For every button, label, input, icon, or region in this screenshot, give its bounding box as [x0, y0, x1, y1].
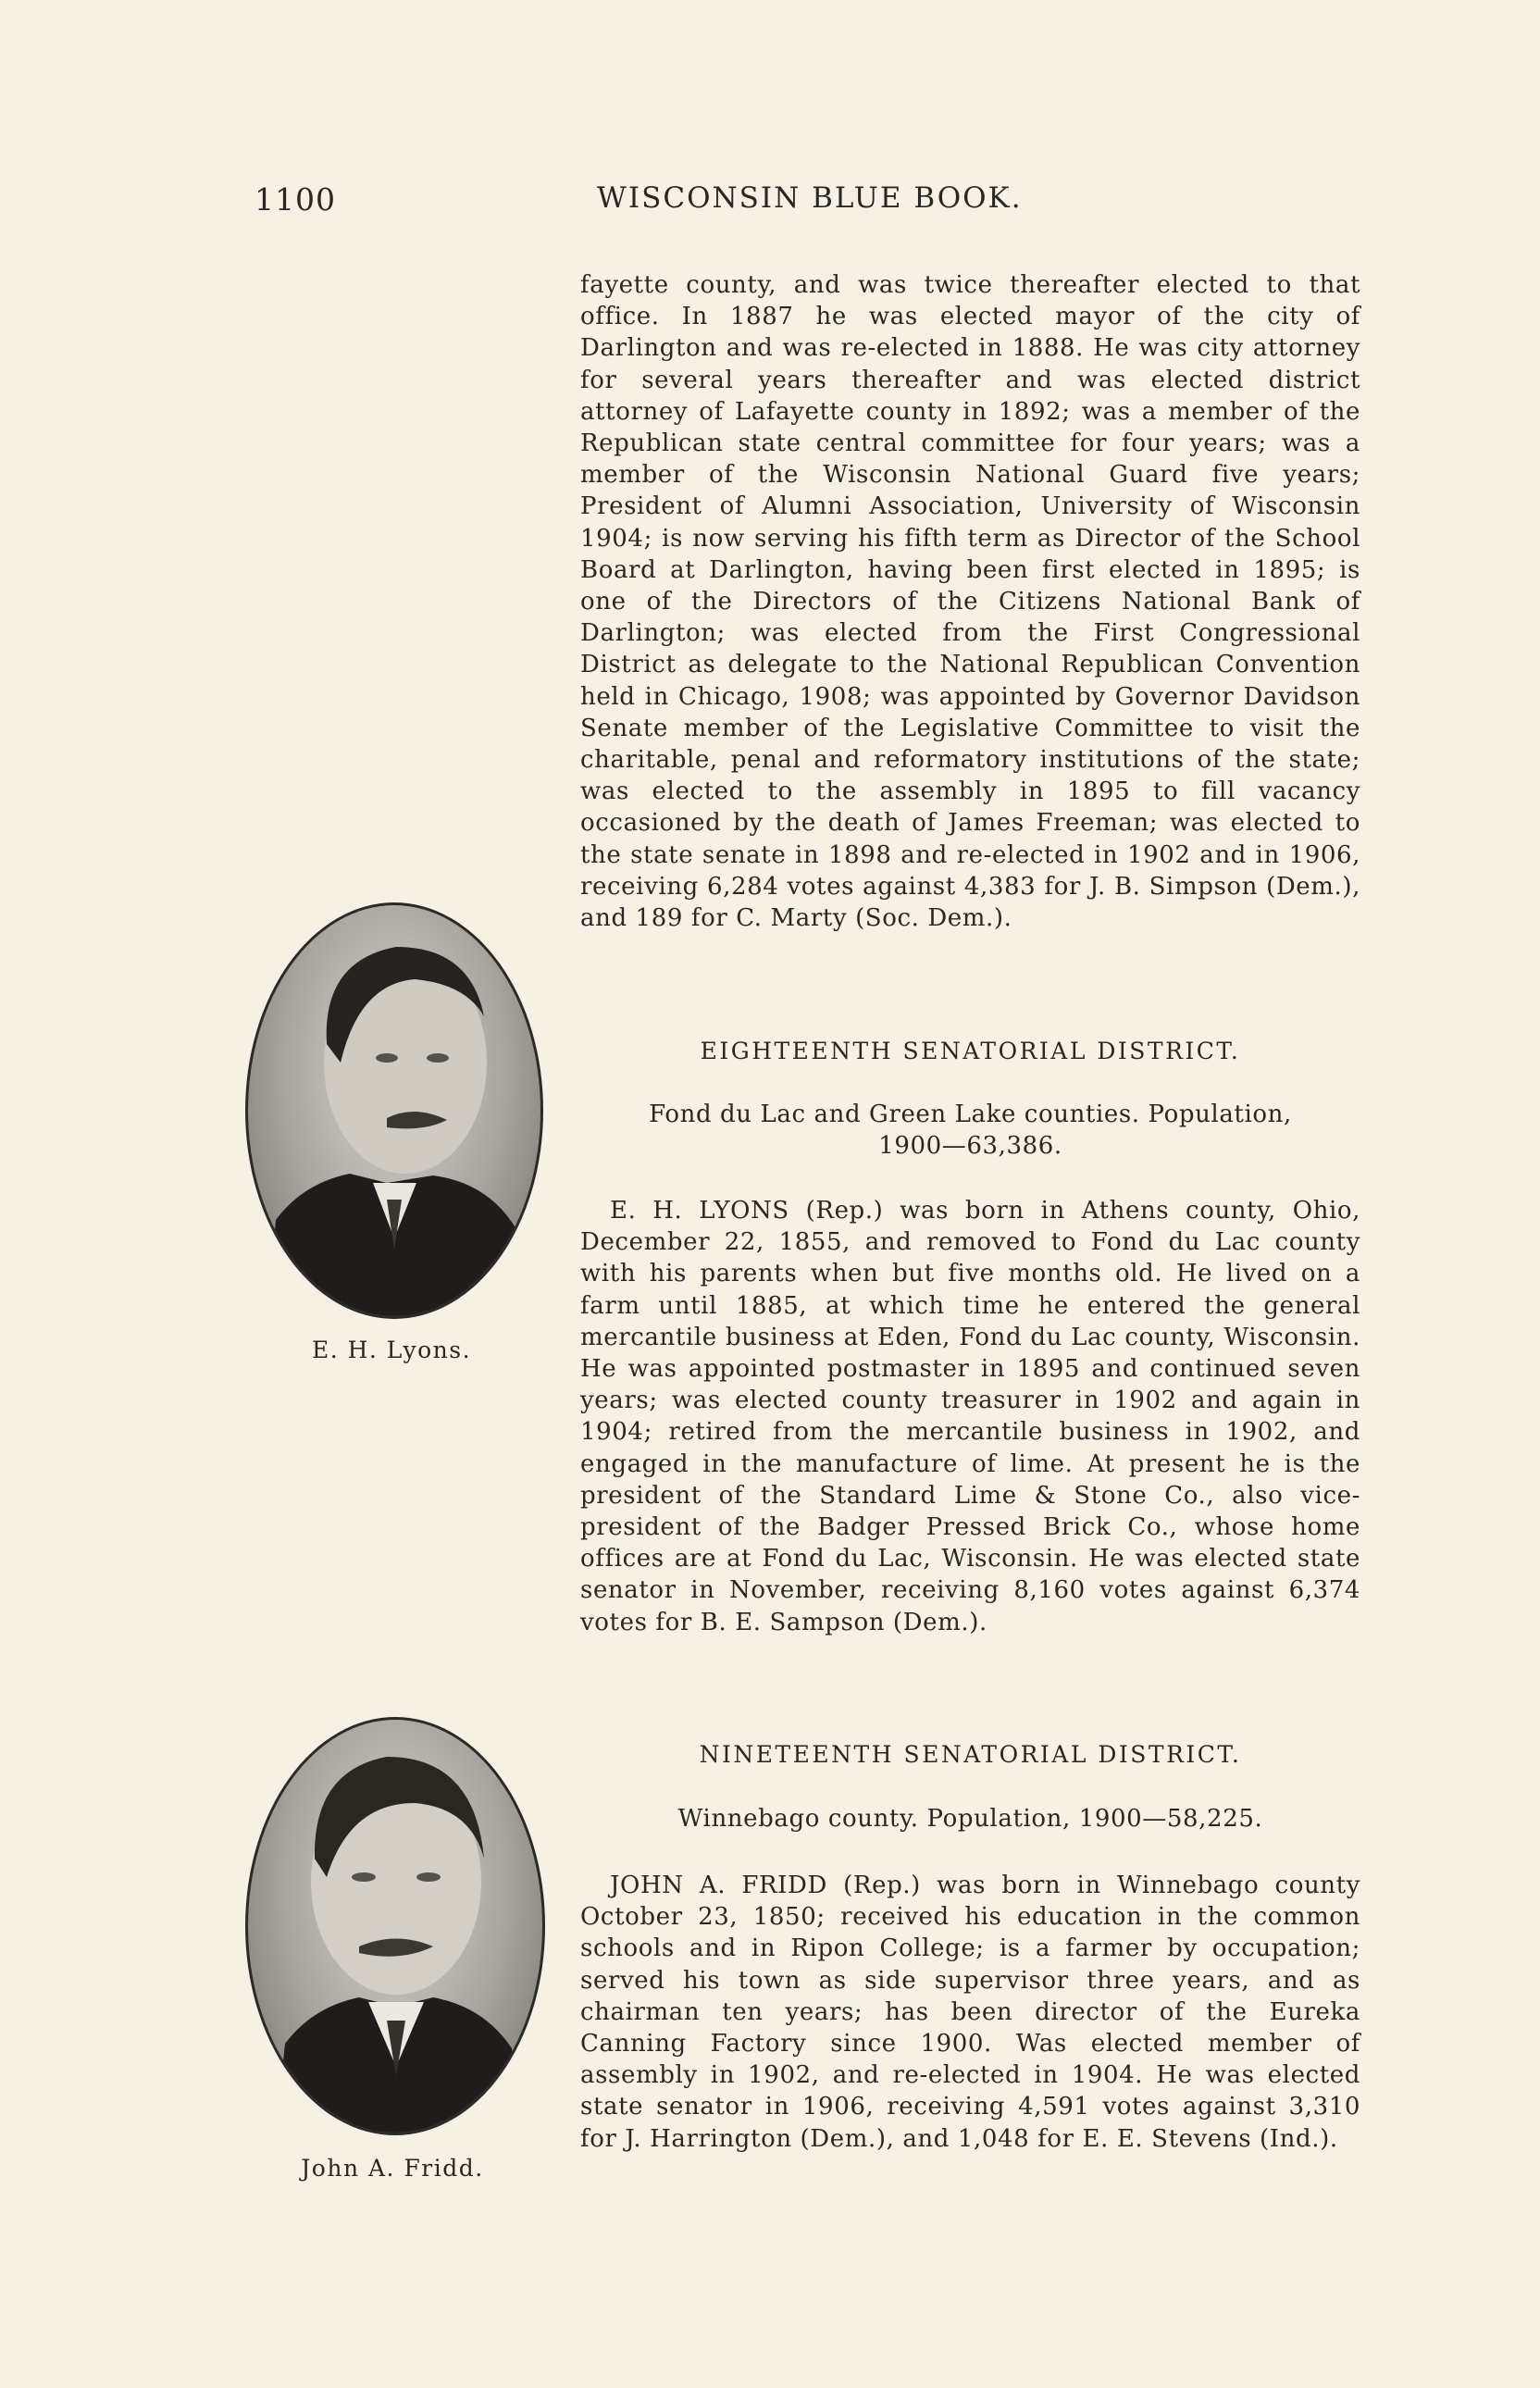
biography-lyons-text: E. H. LYONS (Rep.) was born in Athens county, Ohio, December 22, 1855, and removed to Fond du Lac county with his parents when but five months old. He lived on a farm until 1885, at which time he entered the general mercantile business at Eden, Fond du Lac county, Wisconsin. He was appointed postmaster in 1895 and continued seven years; was elected county treasurer in 1902 and again in 1904; retired from the mercantile business in 1902, and engaged in the manufacture of lime. At present he is the president of the Standard Lime & Stone Co., also vice-president of the Badger Pressed Brick Co., whose home offices are at Fond du Lac, Wisconsin. He was elected state senator in November, receiving 8,160 votes against 6,374 votes for B. E. Sampson (Dem.).	[580, 1197, 1360, 1636]
caption-fridd: John A. Fridd.	[301, 2155, 484, 2182]
biography-fridd-text: JOHN A. FRIDD (Rep.) was born in Winnebago county October 23, 1850; received his education in the common schools and in Ripon College; is a farmer by occupation; served his town as side supervisor three years, and as chairman ten years; has been director of the Eureka Canning Factory since 1900. Was elected member of assembly in 1902, and re-elected in 1904. He was elected state senator in 1906, receiving 4,591 votes against 3,310 for J. Harrington (Dem.), and 1,048 for E. E. Stevens (Ind.).	[580, 1872, 1360, 2153]
biography-fridd	[580, 1870, 1360, 2155]
biography-lyons	[580, 1195, 1360, 1638]
caption-lyons: E. H. Lyons.	[311, 1337, 472, 1363]
page-number: 1100	[255, 181, 336, 218]
district-heading-nineteenth: NINETEENTH SENATORIAL DISTRICT.	[699, 1741, 1242, 1768]
continuation-paragraph	[580, 269, 1360, 934]
portrait-lyons-figure	[248, 905, 540, 1316]
portrait-fridd-figure	[248, 1720, 542, 2133]
continuation-text: fayette county, and was twice thereafter elected to that office. In 1887 he was elected mayor of the city of Darlington and was re-elected in 1888. He was city attorney for several years thereafter and was elected district attorney of Lafayette county in 1892; was a member of the Republican state central committee for four years; was a member of the Wisconsin National Guard five years; President of Alumni Association, University of Wisconsin 1904; is now serving his fifth term as Director of the School Board at Darlington, having been first elected in 1895; is one of the Directors of the Citizens National Bank of Darlington; was elected from the First Congressional District as delegate to the National Republican Convention held in Chicago, 1908; was appointed by Governor Davidson Senate member of the Legislative Committee to visit the charitable, penal and reformatory institutions of the state; was elected to the assembly in 1895 to fill vacancy occasioned by the death of James Freeman; was elected to the state senate in 1898 and re-elected in 1902 and in 1906, receiving 6,284 votes against 4,383 for J. B. Simpson (Dem.), and 189 for C. Marty (Soc. Dem.).	[580, 271, 1360, 933]
district-subtitle-eighteenth: Fond du Lac and Green Lake counties. Population, 1900—63,386.	[649, 1101, 1292, 1160]
portrait-lyons	[245, 902, 543, 1319]
district-subtitle-nineteenth: Winnebago county. Population, 1900—58,225.	[677, 1805, 1263, 1833]
district-heading-eighteenth: EIGHTEENTH SENATORIAL DISTRICT.	[700, 1038, 1241, 1064]
running-title: WISCONSIN BLUE BOOK.	[597, 181, 1023, 215]
portrait-fridd	[245, 1717, 545, 2135]
